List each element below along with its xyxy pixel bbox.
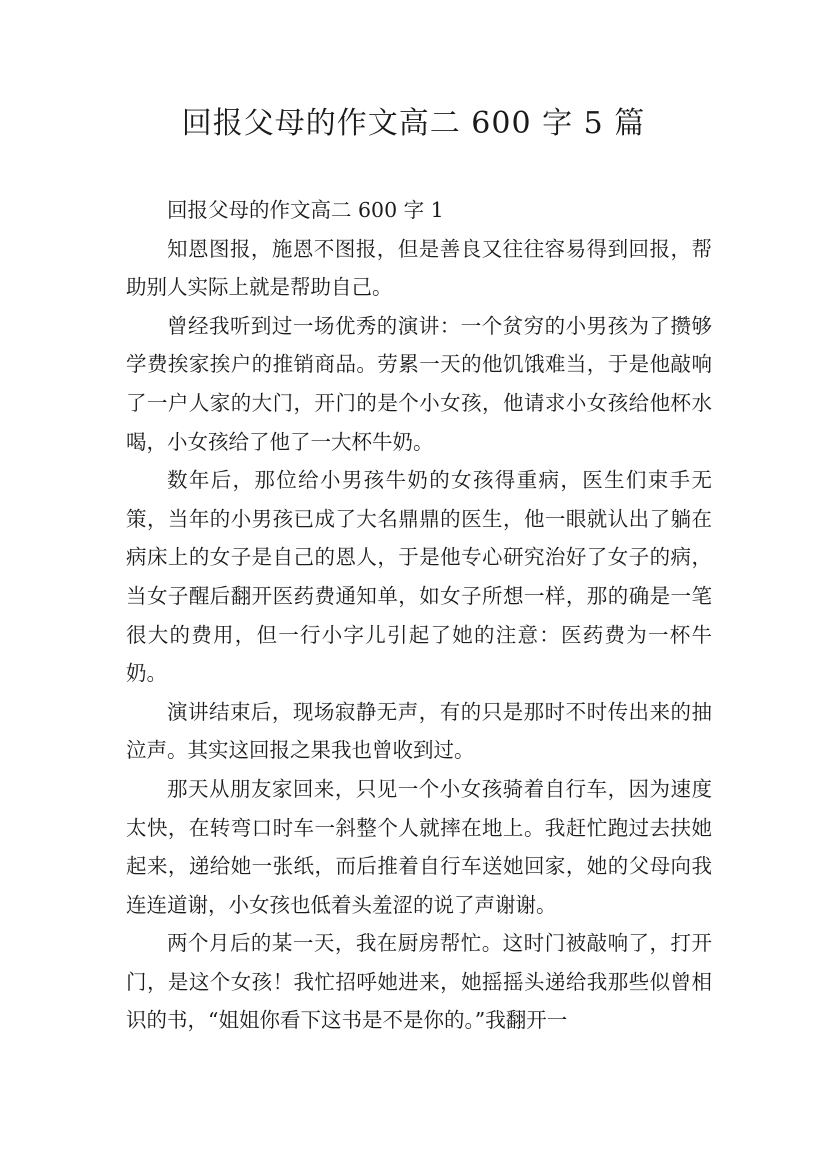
document-title: 回报父母的作文高二 600 字 5 篇 bbox=[181, 106, 646, 141]
paragraph: 曾经我听到过一场优秀的演讲：一个贫穷的小男孩为了攒够学费挨家挨户的推销商品。劳累一天的他饥饿难当，于是他敲响了一户人家的大门，开门的是个小女孩，他请求小女孩给他杯水喝，小女孩给了他了一大杯牛奶。 bbox=[126, 313, 712, 454]
paragraph: 两个月后的某一天，我在厨房帮忙。这时门被敲响了，打开门，是这个女孩！我忙招呼她进来，她摇摇头递给我那些似曾相识的书，“姐姐你看下这书是不是你的。”我翻开一 bbox=[126, 931, 712, 1033]
paragraph: 知恩图报，施恩不图报，但是善良又往往容易得到回报，帮助别人实际上就是帮助自己。 bbox=[126, 236, 712, 300]
document-body bbox=[126, 191, 712, 1040]
paragraph: 演讲结束后，现场寂静无声，有的只是那时不时传出来的抽泣声。其实这回报之果我也曾收到过。 bbox=[126, 699, 712, 763]
paragraph: 数年后，那位给小男孩牛奶的女孩得重病，医生们束手无策，当年的小男孩已成了大名鼎鼎的医生，他一眼就认出了躺在病床上的女子是自己的恩人，于是他专心研究治好了女子的病，当女子醒后翻开医药费通知单，如女子所想一样，那的确是一笔很大的费用，但一行小字儿引起了她的注意：医药费为一杯牛奶。 bbox=[126, 468, 712, 686]
section-heading: 回报父母的作文高二 600 字 1 bbox=[167, 198, 444, 222]
paragraph: 那天从朋友家回来，只见一个小女孩骑着自行车，因为速度太快，在转弯口时车一斜整个人就摔在地上。我赶忙跑过去扶她起来，递给她一张纸，而后推着自行车送她回家，她的父母向我连连道谢，小女孩也低着头羞涩的说了声谢谢。 bbox=[126, 776, 712, 917]
